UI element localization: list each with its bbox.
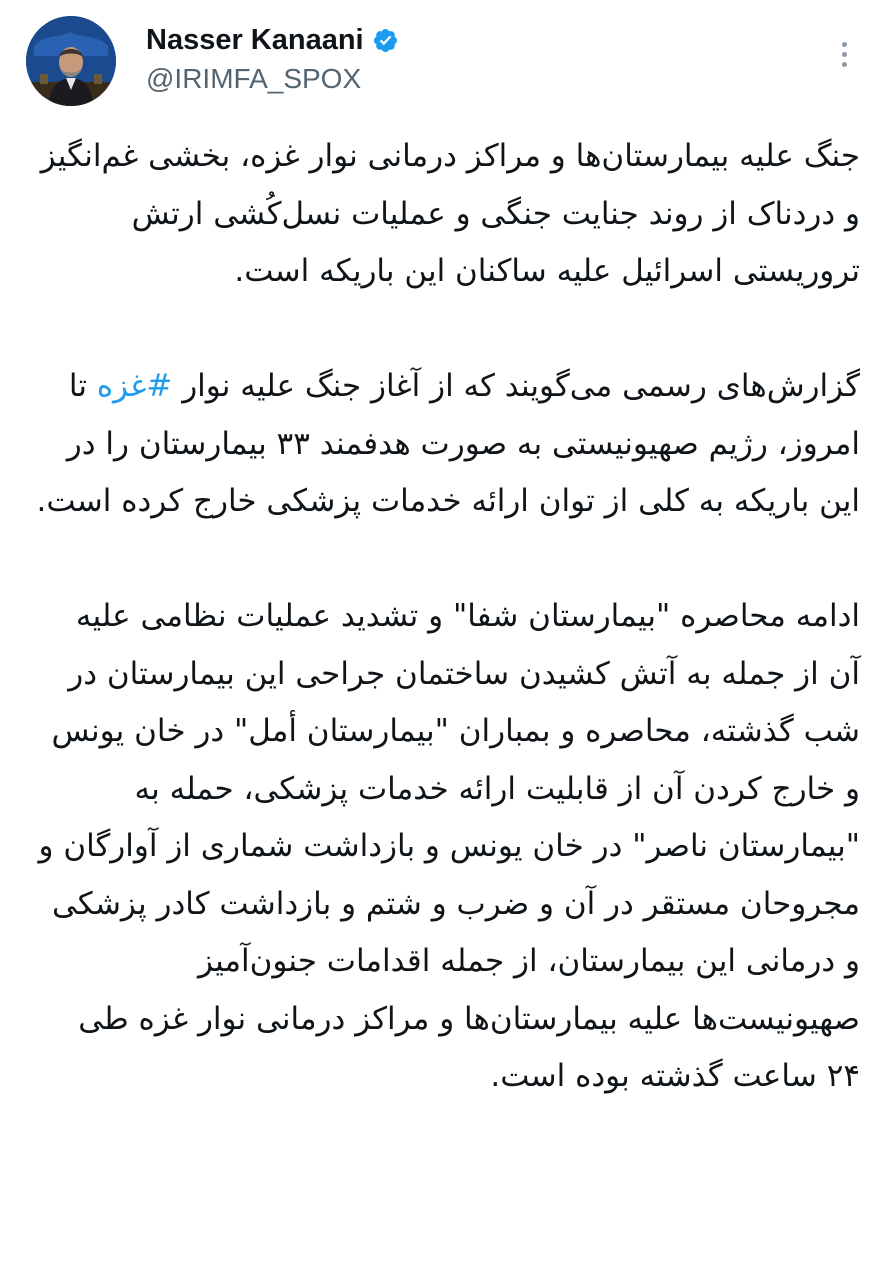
tweet-paragraph-2 <box>36 358 860 531</box>
avatar[interactable] <box>26 16 116 106</box>
avatar-image <box>26 16 116 106</box>
tweet-paragraph-2-start: گزارش‌های رسمی می‌گویند که از آغاز جنگ علیه نوار <box>172 368 860 404</box>
tweet-header <box>0 0 888 110</box>
hashtag-link[interactable]: #غزه <box>96 368 173 404</box>
author-handle[interactable]: @IRIMFA_SPOX <box>146 63 362 94</box>
verified-badge-icon <box>372 27 399 54</box>
author-name-row <box>146 22 399 58</box>
tweet-paragraph-1: جنگ علیه بیمارستان‌ها و مراکز درمانی نوار غزه، بخشی غم‌انگیز و دردناک از روند جنایت جنگی و عملیات نسل‌کُشی ارتش تروریستی اسرائیل علیه ساکنان این باریکه است. <box>40 138 860 289</box>
tweet-paragraph-3: ادامه محاصره "بیمارستان شفا" و تشدید عملیات نظامی علیه آن از جمله به آتش کشیدن ساختمان جراحی این بیمارستان در شب گذشته، محاصره و بمباران "بیمارستان أمل" در خان یونس و خارج کردن آن از قابلیت ارائه خدمات پزشکی، حمله به "بیمارستان ناصر" در خان یونس و بازداشت شماری از آوارگان و مجروحان مستقر در آن و ضرب و شتم و بازداشت کادر پزشکی و درمانی این بیمارستان، از جمله اقدامات جنون‌آمیز صهیونیست‌ها علیه بیمارستان‌ها و مراکز درمانی نوار غزه طی ۲۴ ساعت گذشته بوده است. <box>38 598 860 1094</box>
tweet-text <box>36 128 860 1106</box>
author-display-name[interactable]: Nasser Kanaani <box>146 24 364 56</box>
tweet-paragraph-2-end: تا امروز، رژیم صهیونیستی به صورت هدفمند ۳۳ بیمارستان را در این باریکه به کلی از توان ارائه خدمات پزشکی خارج کرده است. <box>36 368 860 519</box>
more-dot <box>842 42 847 47</box>
more-dot <box>842 62 847 67</box>
more-dot <box>842 52 847 57</box>
more-vertical-icon[interactable] <box>826 34 862 74</box>
